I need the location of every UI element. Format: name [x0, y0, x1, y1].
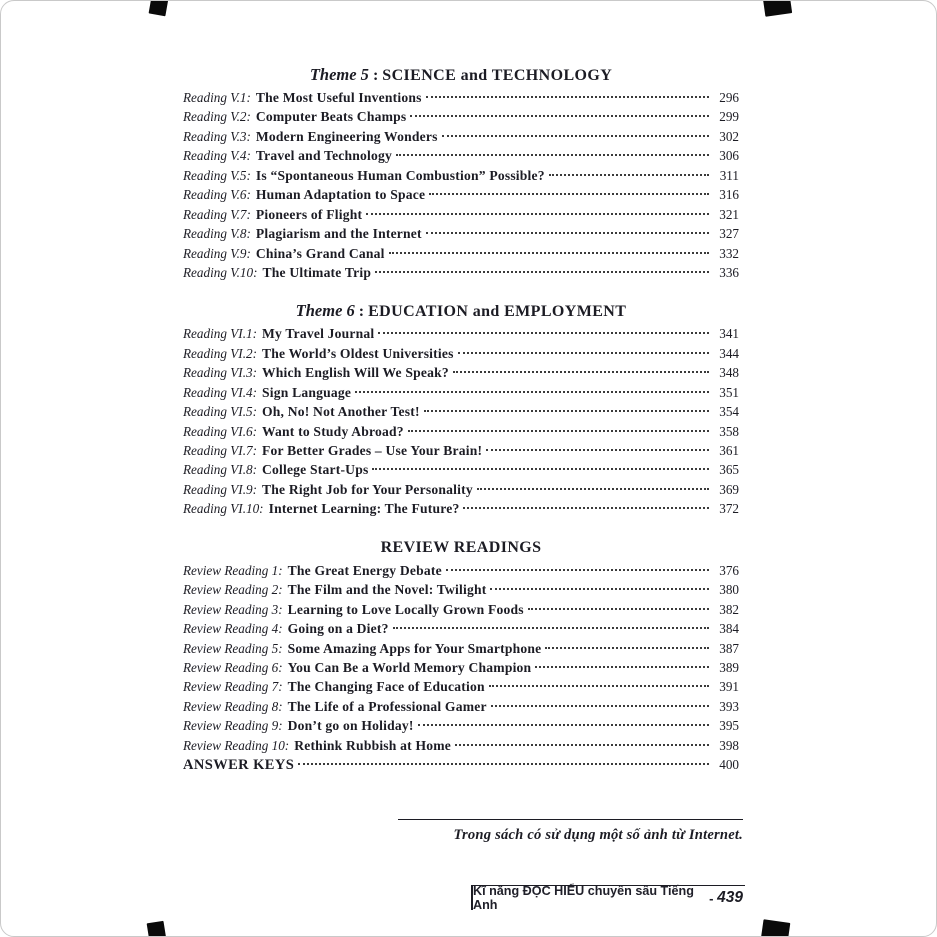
section-heading-prefix: Theme 5 [309, 65, 369, 84]
toc-entry [183, 263, 739, 282]
toc-entry [183, 166, 739, 185]
toc-section [183, 299, 739, 518]
toc-entry [183, 600, 739, 619]
toc-entry [183, 244, 739, 263]
toc-entry [183, 107, 739, 126]
toc-entry-page: 296 [719, 90, 739, 105]
dot-leader [429, 193, 709, 195]
toc-entry-page: 316 [719, 187, 739, 203]
toc-entry-page: 361 [719, 443, 739, 458]
toc-entry-page: 311 [719, 167, 739, 183]
section-heading-separator: : [354, 303, 369, 321]
dot-leader [545, 647, 709, 649]
page-footer [471, 885, 745, 910]
toc-entry [183, 383, 739, 402]
toc-entry [183, 127, 739, 146]
toc-entry [183, 619, 739, 638]
toc-entry [183, 224, 739, 243]
scan-corner-mark-top-right [763, 0, 792, 17]
toc-entry [183, 185, 739, 204]
toc-entry-title: Sign Language [261, 384, 352, 400]
dot-leader [355, 391, 709, 393]
toc-entry-title: The World’s Oldest Universities [261, 345, 454, 361]
section-heading-title: REVIEW READINGS [380, 538, 542, 556]
toc-entry-title: Rethink Rubbish at Home [294, 737, 452, 753]
sections-list [183, 63, 739, 755]
toc-entry-page: 389 [719, 659, 739, 675]
toc-entry-page: 398 [719, 737, 739, 753]
toc-entry-title: For Better Grades – Use Your Brain! [261, 443, 483, 458]
dot-leader [378, 332, 709, 334]
toc-entry-label: Reading VI.4: [183, 384, 257, 400]
toc-entry-page: 321 [719, 206, 739, 222]
toc-entry-label: Reading V.3: [183, 128, 251, 144]
toc-entry-label: Review Reading 7: [183, 679, 283, 695]
toc-entry-label: Reading VI.2: [183, 345, 257, 361]
toc-entry [183, 441, 739, 460]
toc-entry-page: 384 [719, 621, 739, 637]
toc-entry-page: 365 [719, 462, 739, 478]
dot-leader [446, 569, 709, 571]
toc-entry-title: Which English Will We Speak? [261, 365, 449, 381]
toc-entry-title: Some Amazing Apps for Your Smartphone [287, 640, 542, 656]
scan-corner-mark-bottom-left [147, 921, 167, 937]
toc-entry-title: Computer Beats Champs [255, 109, 407, 125]
toc-entry-label: Review Reading 5: [183, 640, 283, 656]
toc-section [183, 63, 739, 282]
toc-entry-page: 332 [719, 245, 739, 261]
toc-entry-label: Reading V.4: [183, 148, 251, 164]
dot-leader [490, 588, 709, 590]
toc-entry-label: Review Reading 1: [183, 562, 283, 578]
dot-leader [528, 608, 709, 610]
dot-leader [453, 371, 709, 373]
toc-entry [183, 205, 739, 224]
toc-entry-title: The Great Energy Debate [287, 562, 442, 578]
toc-entry-label: Review Reading 9: [183, 718, 283, 734]
toc-entry-title: My Travel Journal [261, 326, 375, 342]
toc-entry-page: 369 [719, 481, 739, 497]
section-heading [183, 63, 739, 86]
toc-entry-label: Review Reading 6: [183, 659, 283, 675]
toc-entry-title: The Right Job for Your Personality [261, 481, 473, 497]
toc-entry-page: 380 [719, 582, 739, 598]
toc-entry-page: 391 [719, 679, 739, 695]
toc-entry-label: Reading VI.3: [183, 365, 257, 381]
toc-entry-title: Oh, No! Not Another Test! [261, 404, 420, 420]
toc-entry-page: 299 [719, 109, 739, 125]
toc-entry-label: Reading VI.9: [183, 481, 257, 497]
toc-entry-label: Reading V.8: [183, 226, 251, 242]
dot-leader [418, 724, 709, 726]
toc-entry-title: Learning to Love Locally Grown Foods [287, 601, 524, 617]
scan-corner-mark-top-left [149, 0, 169, 16]
dot-leader [491, 705, 709, 707]
toc-entry-title: You Can Be a World Memory Champion [287, 659, 532, 675]
toc-entry [183, 580, 739, 599]
toc-entry-page: 393 [719, 698, 739, 714]
toc-entry-page: 395 [719, 718, 739, 734]
toc-entry-title: Want to Study Abroad? [261, 423, 404, 439]
toc-entry-page: 387 [719, 640, 739, 656]
toc-entry-label: Reading VI.6: [183, 423, 257, 439]
toc-entry [183, 561, 739, 580]
dot-leader [396, 154, 709, 156]
dot-leader [442, 135, 709, 137]
toc-entry-page: 348 [719, 365, 739, 381]
toc-entry [183, 736, 739, 755]
toc-entry-label: Reading V.10: [183, 264, 258, 280]
answer-keys-page: 400 [719, 757, 739, 773]
toc-entry-page: 351 [719, 384, 739, 400]
toc-entry-title: The Film and the Novel: Twilight [287, 582, 487, 598]
toc-entry-title: College Start-Ups [261, 462, 369, 478]
toc-entry-title: Modern Engineering Wonders [255, 128, 438, 144]
dot-leader [375, 271, 709, 273]
dot-leader [389, 252, 709, 254]
toc-entry [183, 697, 739, 716]
toc-entry [183, 677, 739, 696]
toc-entry [183, 146, 739, 165]
toc-entry-page: 358 [719, 423, 739, 439]
toc-entry-title: Don’t go on Holiday! [287, 718, 414, 734]
dot-leader [426, 232, 709, 234]
toc-entry-label: Reading VI.7: [183, 443, 257, 458]
toc-entry [183, 402, 739, 421]
dot-leader [372, 468, 709, 470]
footer-page-number: 439 [717, 889, 743, 906]
dot-leader [366, 213, 709, 215]
dot-leader [549, 174, 709, 176]
toc-entry-label: Review Reading 8: [183, 698, 283, 714]
answer-keys-label: ANSWER KEYS [183, 757, 295, 774]
toc-entry-page: 382 [719, 601, 739, 617]
toc-entry-label: Reading V.9: [183, 245, 251, 261]
toc-entry-label: Review Reading 2: [183, 582, 283, 598]
toc-entry-title: Pioneers of Flight [255, 206, 363, 222]
toc-entry-title: Going on a Diet? [287, 621, 389, 637]
dot-leader [408, 430, 709, 432]
toc-entry-page: 336 [719, 264, 739, 280]
toc-entry-label: Reading V.1: [183, 90, 251, 105]
toc-entry-label: Reading V.7: [183, 206, 251, 222]
toc-entry-label: Reading V.5: [183, 167, 251, 183]
toc-entry-title: The Changing Face of Education [287, 679, 485, 695]
toc-entry-page: 354 [719, 404, 739, 420]
toc-entry-page: 344 [719, 345, 739, 361]
dot-leader [458, 352, 709, 354]
dot-leader [463, 507, 709, 509]
section-heading-title: EDUCATION and EMPLOYMENT [368, 303, 627, 321]
toc-entry-title: The Life of a Professional Gamer [287, 698, 487, 714]
toc-entry-title: The Ultimate Trip [262, 264, 372, 280]
toc-entry [183, 499, 739, 518]
toc-entry-title: Internet Learning: The Future? [268, 501, 460, 517]
toc-entry-label: Review Reading 4: [183, 621, 283, 637]
toc-entry [183, 88, 739, 107]
footer-separator: - [705, 890, 718, 906]
toc-entry-label: Review Reading 3: [183, 601, 283, 617]
dot-leader [535, 666, 709, 668]
toc-entry [183, 422, 739, 441]
toc-entry [183, 460, 739, 479]
section-heading [183, 299, 739, 322]
toc-section [183, 536, 739, 755]
dot-leader [426, 96, 709, 98]
toc-entry-label: Reading VI.8: [183, 462, 257, 478]
toc-entry-label: Reading VI.5: [183, 404, 257, 420]
toc-entry-page: 376 [719, 562, 739, 578]
internet-note-text: Trong sách có sử dụng một số ảnh từ Internet. [453, 827, 743, 843]
scan-corner-mark-bottom-right [761, 919, 791, 937]
toc-entry-title: China’s Grand Canal [255, 245, 385, 261]
toc-entry-label: Review Reading 10: [183, 737, 290, 753]
answer-keys-row [183, 755, 739, 774]
dot-leader [393, 627, 709, 629]
toc-entry-page: 372 [719, 501, 739, 517]
toc-entry-title: Travel and Technology [255, 148, 393, 164]
toc-entry [183, 639, 739, 658]
dot-leader [486, 449, 709, 451]
section-heading-separator: : [368, 67, 383, 84]
toc-entry [183, 480, 739, 499]
dot-leader [298, 763, 709, 765]
toc-entry-page: 341 [719, 326, 739, 342]
toc-entry-page: 302 [719, 128, 739, 144]
toc-entry-title: Human Adaptation to Space [255, 187, 426, 203]
dot-leader [424, 410, 709, 412]
toc-entry [183, 716, 739, 735]
toc-entry [183, 324, 739, 343]
toc-entry-label: Reading VI.10: [183, 501, 264, 517]
dot-leader [489, 685, 709, 687]
toc-entry [183, 363, 739, 382]
footer-book-title: Kĩ năng ĐỌC HIỂU chuyên sâu Tiếng Anh [473, 884, 694, 912]
table-of-contents [183, 63, 739, 775]
section-heading-prefix: Theme 6 [295, 301, 355, 321]
toc-entry-label: Reading VI.1: [183, 326, 257, 342]
toc-entry-label: Reading V.2: [183, 109, 251, 125]
toc-entry-title: Plagiarism and the Internet [255, 226, 422, 242]
dot-leader [477, 488, 709, 490]
toc-entry-title: Is “Spontaneous Human Combustion” Possible? [255, 167, 545, 183]
toc-entry [183, 658, 739, 677]
toc-entry [183, 344, 739, 363]
toc-entry-page: 306 [719, 148, 739, 164]
section-heading-title: SCIENCE and TECHNOLOGY [382, 67, 613, 84]
section-heading [183, 536, 739, 559]
toc-entry-label: Reading V.6: [183, 187, 251, 203]
internet-note-block [398, 819, 743, 844]
toc-entry-title: The Most Useful Inventions [255, 90, 422, 105]
dot-leader [455, 744, 709, 746]
dot-leader [410, 115, 709, 117]
toc-entry-page: 327 [719, 226, 739, 242]
